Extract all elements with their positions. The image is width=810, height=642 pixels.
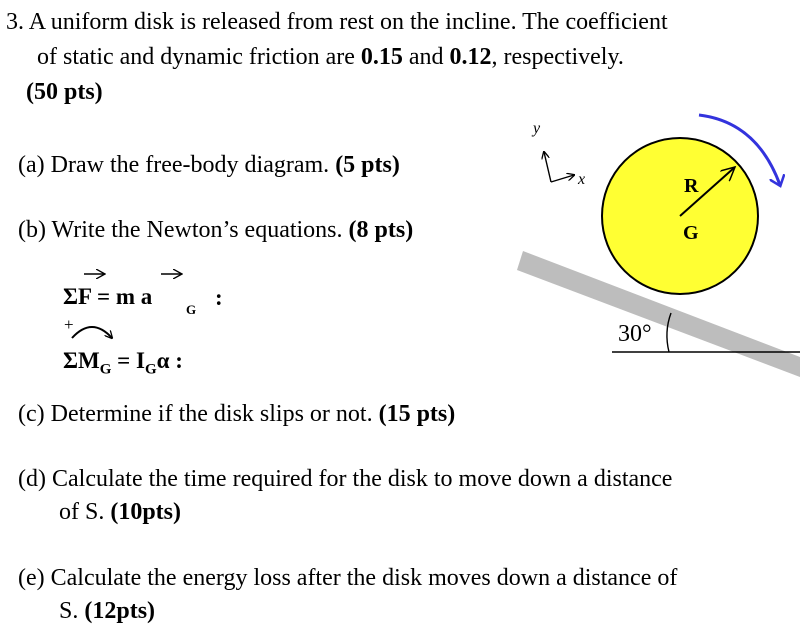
static-friction-value: 0.15	[360, 44, 403, 70]
problem-text-line1: A uniform disk is released from rest on the incline. The coefficient	[28, 9, 668, 35]
part-d-line1: (d) Calculate the time required for the disk to move down a distance	[18, 466, 673, 492]
part-d-text: of S.	[59, 499, 111, 525]
moment-direction-arrow-icon	[72, 327, 112, 338]
part-e-text: S.	[59, 598, 85, 624]
part-e-points: (12pts)	[84, 598, 156, 624]
axes-icon	[544, 152, 574, 182]
force-vector: F	[78, 284, 92, 309]
part-c-text: (c) Determine if the disk slips or not.	[18, 401, 379, 427]
problem-text-line2a: of static and dynamic friction are	[37, 44, 361, 70]
part-e-line1: (e) Calculate the energy loss after the disk moves down a distance of	[18, 565, 678, 591]
alpha-symbol: α	[156, 348, 170, 373]
moment-sum: ΣM	[63, 348, 100, 373]
problem-text-line2b: and	[402, 44, 450, 70]
acceleration-vector: a	[140, 284, 153, 309]
equals-sign: =	[97, 284, 111, 309]
axis-x-label: x	[578, 171, 586, 188]
sigma-symbol: Σ	[63, 284, 79, 309]
problem-text-line2c: , respectively.	[491, 44, 624, 70]
part-b-text: (b) Write the Newton’s equations.	[18, 217, 349, 243]
force-colon: :	[215, 285, 223, 310]
inertia-symbol: I	[136, 348, 145, 373]
moment-colon: :	[175, 348, 183, 373]
part-a-text: (a) Draw the free-body diagram.	[18, 152, 336, 178]
part-b-points: (8 pts)	[348, 217, 414, 243]
positive-direction-sign: +	[64, 315, 74, 334]
mass-symbol: m	[115, 284, 136, 309]
incline-angle-label: 30°	[618, 321, 652, 347]
force-subscript-g: G	[186, 302, 197, 317]
axis-y-label: y	[533, 120, 541, 137]
total-points: (50 pts)	[26, 79, 103, 105]
radius-label: R	[684, 175, 699, 197]
moment-equals: =	[117, 348, 131, 373]
part-a-points: (5 pts)	[335, 152, 400, 178]
part-d-points: (10pts)	[110, 499, 182, 525]
part-c-points: (15 pts)	[378, 401, 456, 427]
problem-number: 3.	[6, 9, 24, 35]
dynamic-friction-value: 0.12	[449, 44, 492, 70]
inertia-subscript-g: G	[144, 361, 157, 378]
moment-subscript-g: G	[99, 361, 112, 378]
center-label: G	[683, 222, 699, 244]
